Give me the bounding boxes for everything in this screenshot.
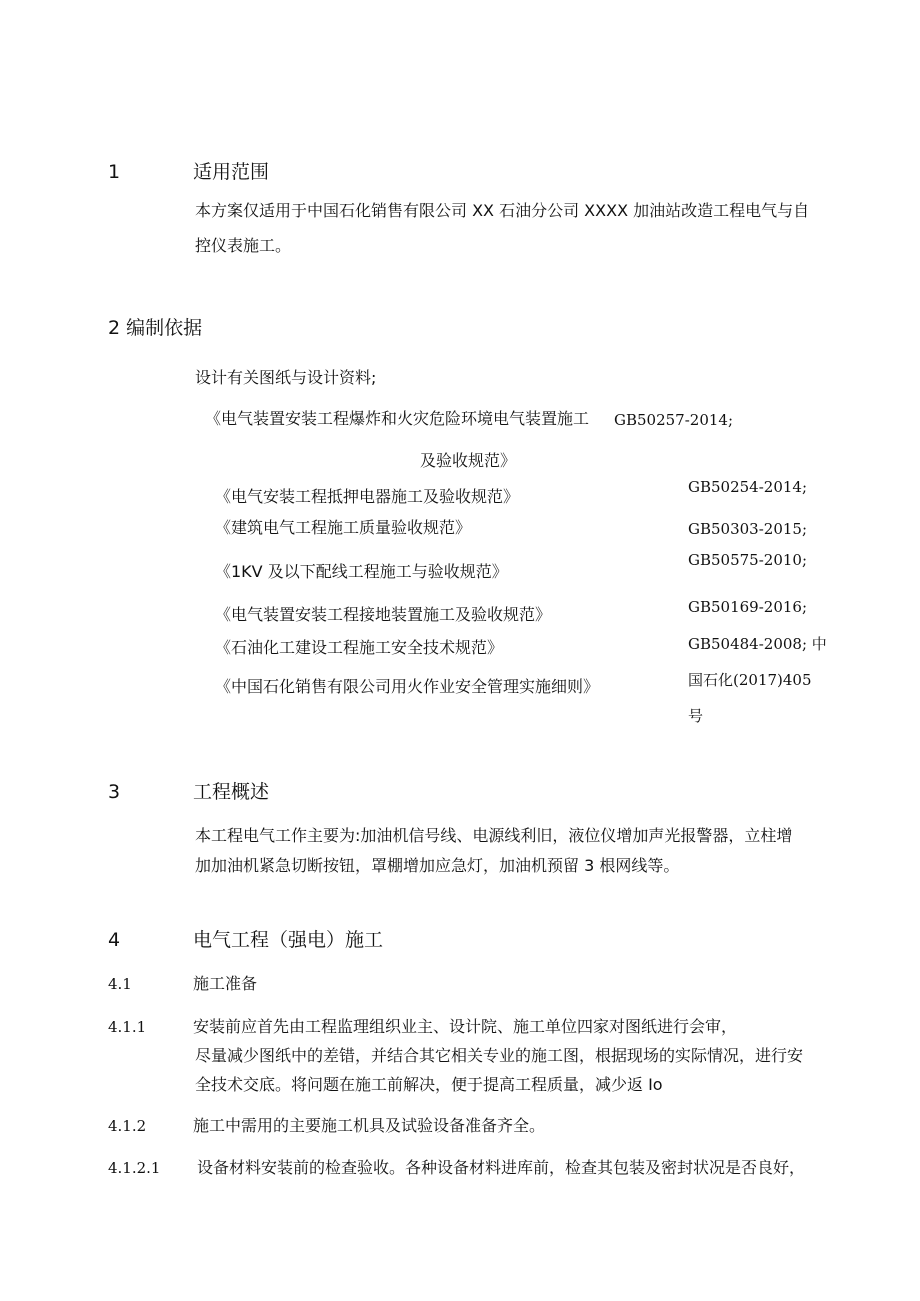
standard-code: GB50303-2015; [688,520,808,538]
standard-name: 《建筑电气工程施工质量验收规范》 [215,518,472,537]
standard-code: GB50484-2008; 中 [688,635,827,653]
standard-name: 《电气安装工程抵押电器施工及验收规范》 [215,487,520,506]
section-1-line-2: 控仪表施工。 [195,236,292,255]
standard-name: 及验收规范》 [420,451,517,470]
subsection-number: 4.1 [108,975,132,993]
subsection-number: 4.1.2 [108,1117,147,1135]
paragraph-line: 设备材料安装前的检查验收。各种设备材料进库前，检查其包装及密封状况是否良好， [197,1158,806,1177]
standard-code: GB50254-2014; [688,478,808,496]
standard-code: 号 [688,707,704,725]
section-3-title: 工程概述 [193,781,270,803]
section-1-title: 适用范围 [193,161,270,183]
paragraph-line: 施工中需用的主要施工机具及试验设备准备齐全。 [193,1116,546,1135]
standard-name: 《1KV 及以下配线工程施工与验收规范》 [215,562,508,581]
standard-code: GB50169-2016; [688,598,808,616]
paragraph-line: 尽量减少图纸中的差错，并结合其它相关专业的施工图，根据现场的实际情况，进行安 [195,1046,804,1065]
standard-code: GB50575-2010; [688,551,808,569]
section-2-title: 2 编制依据 [108,317,203,339]
paragraph-line: 安装前应首先由工程监理组织业主、设计院、施工单位四家对图纸进行会审， [193,1017,738,1036]
standard-name: 《电气装置安装工程接地装置施工及验收规范》 [215,605,552,624]
section-4-number: 4 [108,929,121,951]
section-2-intro: 设计有关图纸与设计资料; [195,368,377,387]
section-3-line-1: 本工程电气工作主要为:加油机信号线、电源线利旧，液位仪增加声光报警器，立柱增 [195,826,793,845]
standard-name: 《石油化工建设工程施工安全技术规范》 [215,638,504,657]
paragraph-line: 全技术交底。将问题在施工前解决，便于提高工程质量，减少返 Io [195,1075,663,1094]
subsection-title: 施工准备 [193,974,258,993]
section-3-number: 3 [108,781,121,803]
standard-name: 《电气装置安装工程爆炸和火灾危险环境电气装置施工 [205,409,590,428]
section-3-line-2: 加加油机紧急切断按钮，罩棚增加应急灯，加油机预留 3 根网线等。 [195,856,680,875]
standard-name: 《中国石化销售有限公司用火作业安全管理实施细则》 [215,677,600,696]
section-4-title: 电气工程（强电）施工 [193,929,384,951]
section-1-number: 1 [108,161,121,183]
subsection-number: 4.1.1 [108,1018,147,1036]
section-1-line-1: 本方案仅适用于中国石化销售有限公司 XX 石油分公司 XXXX 加油站改造工程电气与自 [195,201,810,220]
standard-code: GB50257-2014; [614,411,734,429]
subsection-number: 4.1.2.1 [108,1159,161,1177]
standard-code: 国石化(2017)405 [688,671,812,689]
